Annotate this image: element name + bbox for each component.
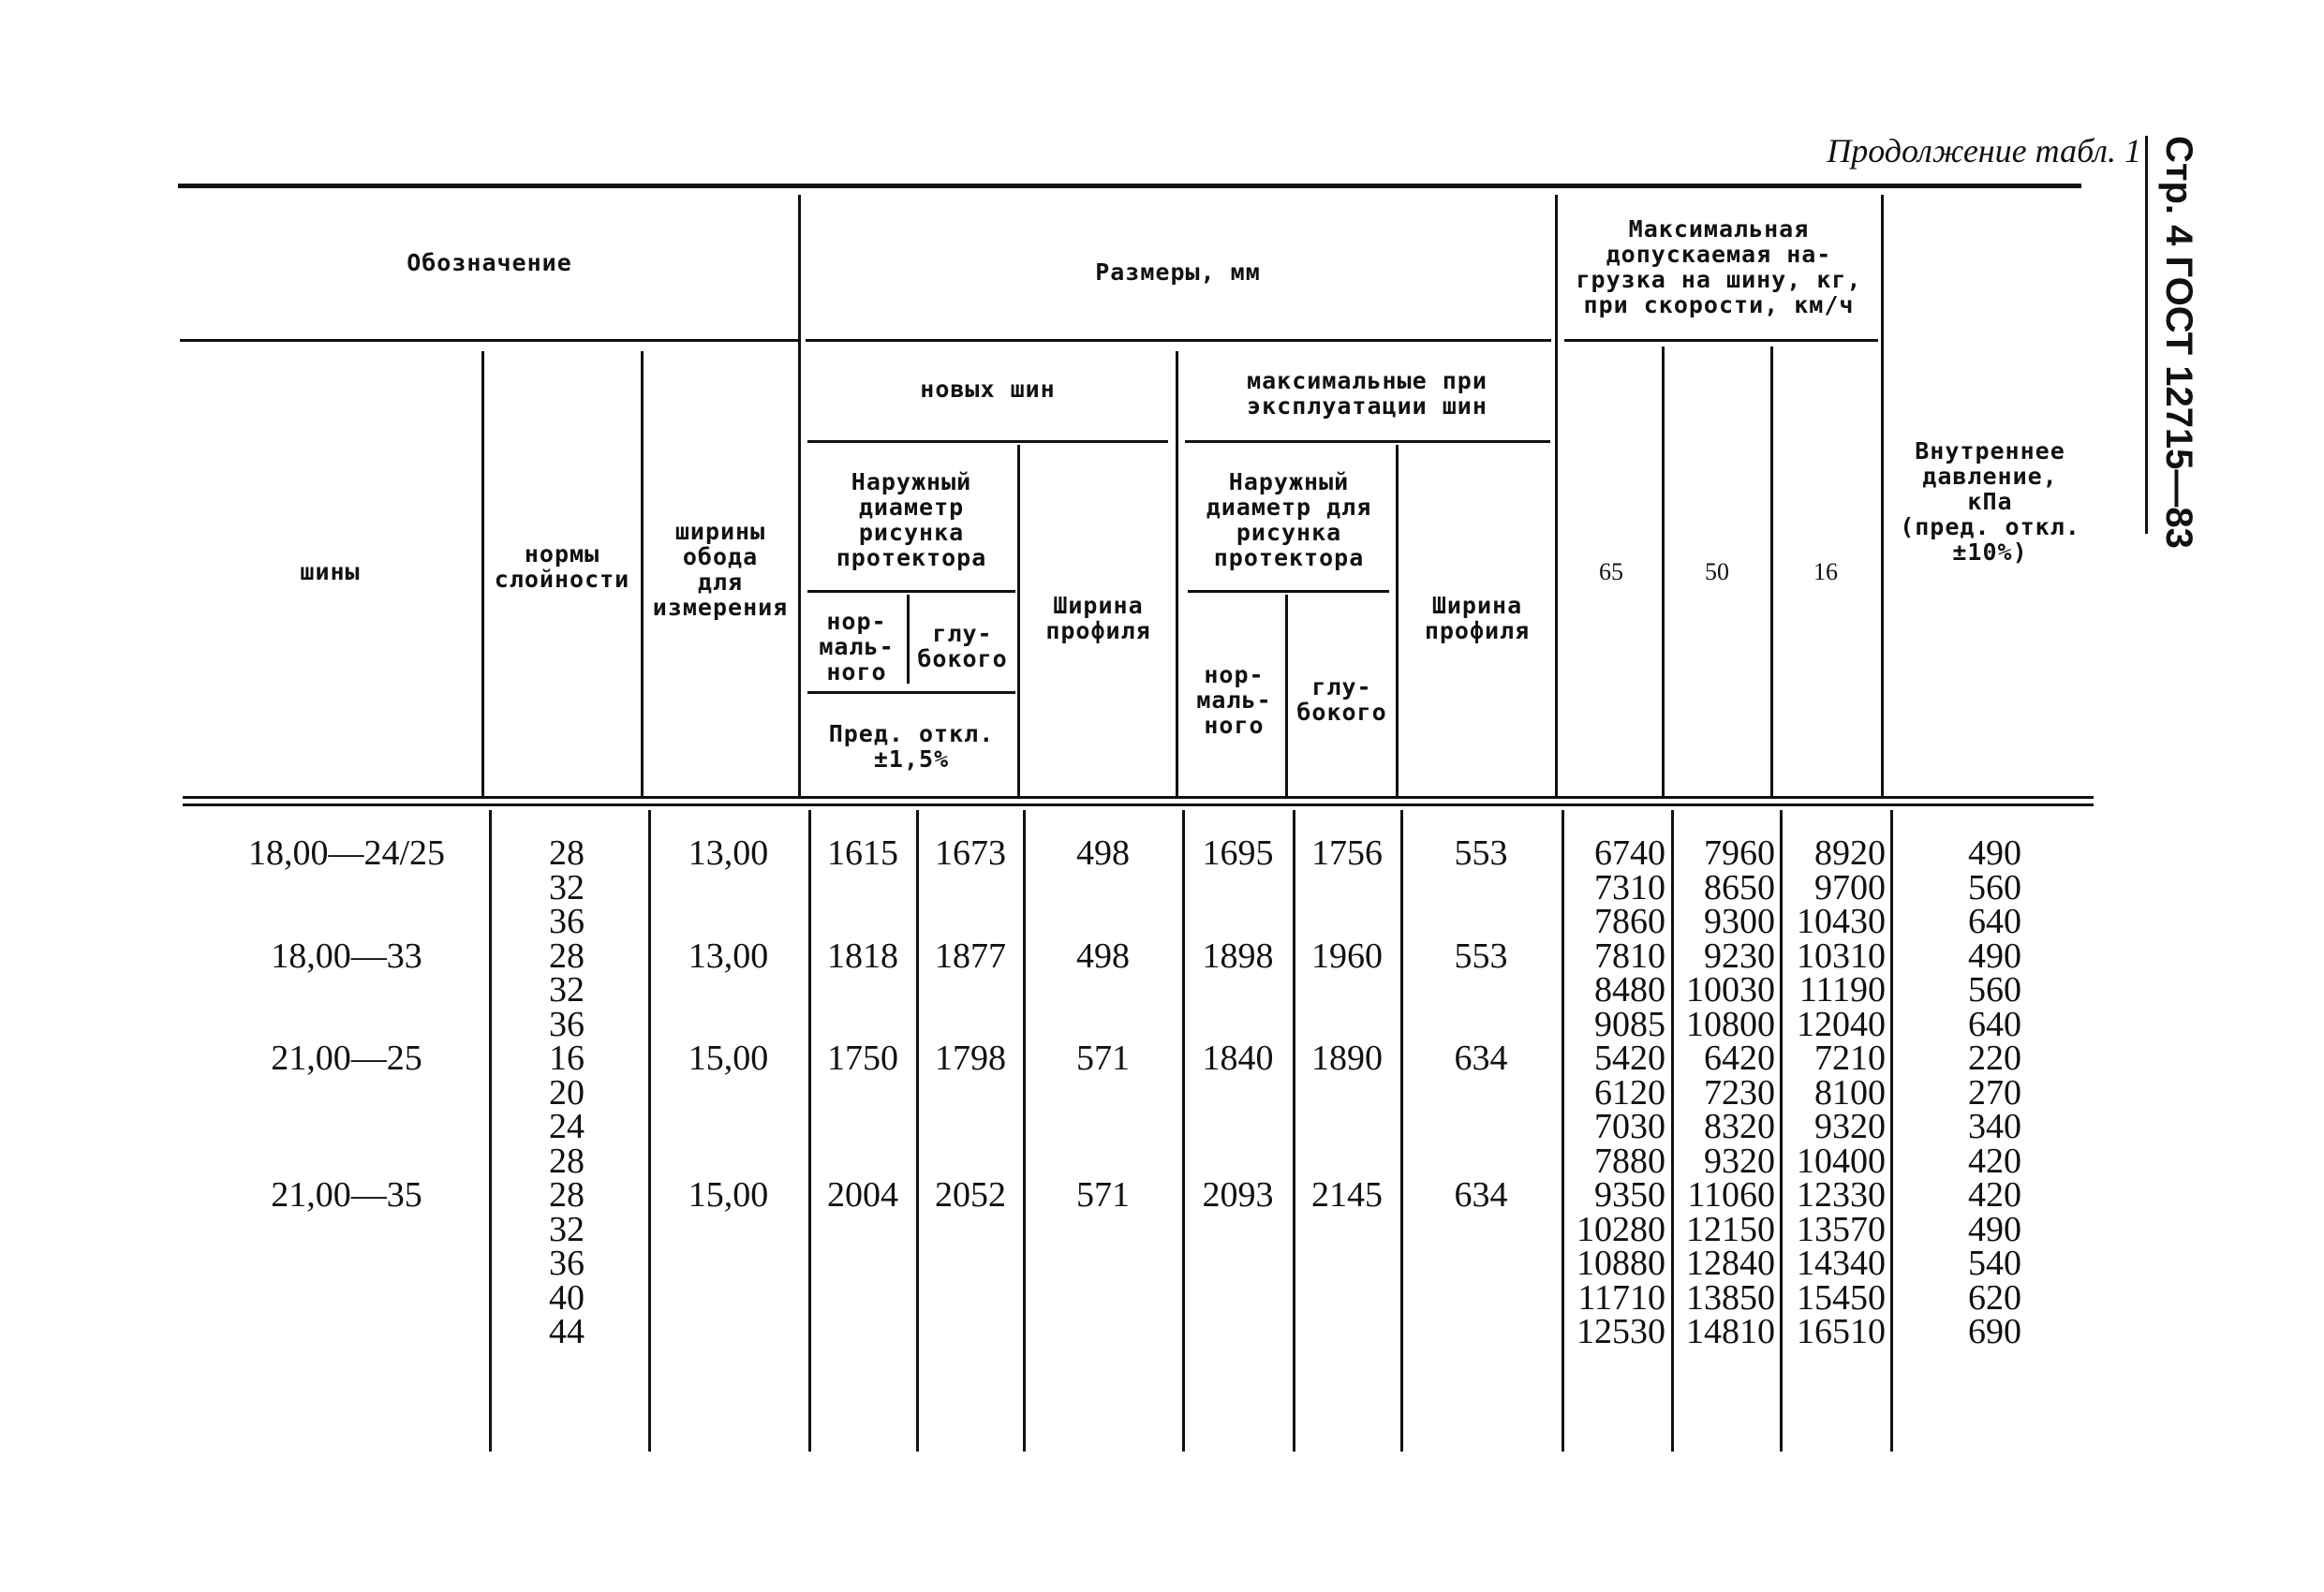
header-speed-65: 65	[1599, 557, 1623, 585]
header-ply-rating: нормы слойности	[494, 540, 630, 593]
header-divider-2	[1555, 195, 1558, 796]
table-continuation-caption: Продолжение табл. 1	[1827, 132, 2141, 170]
header-new-normal: нор- маль- ного	[819, 607, 895, 685]
header-rule-diam-new	[807, 590, 1015, 593]
header-divider-new-width	[1017, 445, 1020, 796]
header-max-operation: максимальные при эксплуатации шин	[1247, 367, 1488, 420]
header-speed-50: 50	[1705, 557, 1729, 585]
header-bottom-rule	[183, 796, 2094, 799]
header-rule-max	[1185, 440, 1550, 443]
header-rule-load	[1564, 339, 1878, 342]
column-load-50: 7960 8650 9300 9230 10030 10800 6420 7230 8320 9320 11060 12150 12840 13850 14810	[1686, 833, 1775, 1351]
header-max-load: Максимальная допускаемая на- грузка на шину, кг, при скорости, км/ч	[1576, 215, 1862, 318]
header-divider-3	[1881, 195, 1884, 796]
page-side-label: Стр. 4 ГОСТ 12715—83	[2158, 136, 2199, 549]
header-divider-1	[798, 195, 801, 796]
header-rule-diam-max	[1188, 590, 1389, 593]
header-sizes: Размеры, мм	[1095, 258, 1261, 286]
column-rim-width: 13,00 13,00 15,00 15,00	[688, 833, 769, 1215]
header-divider-max-width	[1396, 445, 1399, 796]
header-outer-diameter-new: Наружный диаметр рисунка протектора	[836, 468, 987, 571]
table-top-rule	[178, 184, 2081, 188]
header-speed-16: 16	[1813, 557, 1838, 585]
header-rim-width: ширины обода для измерения	[652, 517, 789, 621]
header-rule-new	[807, 440, 1168, 443]
header-max-normal: нор- маль- ного	[1196, 661, 1272, 739]
header-rule-designation	[180, 339, 798, 342]
column-pressure: 490 560 640 490 560 640 220 270 340 420 420 490 540 620 690	[1968, 833, 2021, 1351]
header-bottom-rule-2	[183, 803, 2094, 806]
header-outer-diameter-max: Наружный диаметр для рисунка протектора	[1206, 468, 1372, 571]
column-new-diameter-normal: 1615 1818 1750 2004	[827, 833, 898, 1215]
column-max-diameter-deep: 1756 1960 1890 2145	[1311, 833, 1383, 1215]
header-max-deep: глу- бокого	[1296, 673, 1387, 726]
header-designation: Обозначение	[407, 248, 572, 276]
header-rule-sizes	[806, 339, 1551, 342]
side-label-rule	[2145, 136, 2148, 534]
header-divider-new-max	[1176, 351, 1178, 796]
header-new-tires: новых шин	[920, 375, 1056, 403]
column-new-diameter-deep: 1673 1877 1798 2052	[935, 833, 1006, 1215]
header-tire: шины	[300, 557, 361, 585]
body-divider-pressure	[1890, 810, 1893, 1452]
column-ply-rating: 28 32 36 28 32 36 16 20 24 28 28 32 36 40 44	[549, 833, 585, 1351]
header-max-section-width: Ширина профиля	[1424, 592, 1531, 644]
header-new-section-width: Ширина профиля	[1045, 592, 1151, 644]
header-rule-tolerance	[807, 691, 1015, 694]
header-pressure: Внутреннее давление, кПа (пред. откл. ±10%)	[1900, 436, 2080, 566]
column-max-diameter-normal: 1695 1898 1840 2093	[1202, 833, 1274, 1215]
column-load-65: 6740 7310 7860 7810 8480 9085 5420 6120 7030 7880 9350 10280 10880 11710 12530	[1576, 833, 1665, 1351]
column-new-section-width: 498 498 571 571	[1076, 833, 1130, 1215]
column-designation: 18,00—24/25 18,00—33 21,00—25 21,00—35	[247, 833, 446, 1215]
header-new-deep: глу- бокого	[917, 620, 1008, 672]
column-max-section-width: 553 553 634 634	[1454, 833, 1508, 1215]
header-tolerance: Пред. откл. ±1,5%	[828, 720, 995, 773]
column-load-16: 8920 9700 10430 10310 11190 12040 7210 8100 9320 10400 12330 13570 14340 15450 16510	[1797, 833, 1886, 1351]
